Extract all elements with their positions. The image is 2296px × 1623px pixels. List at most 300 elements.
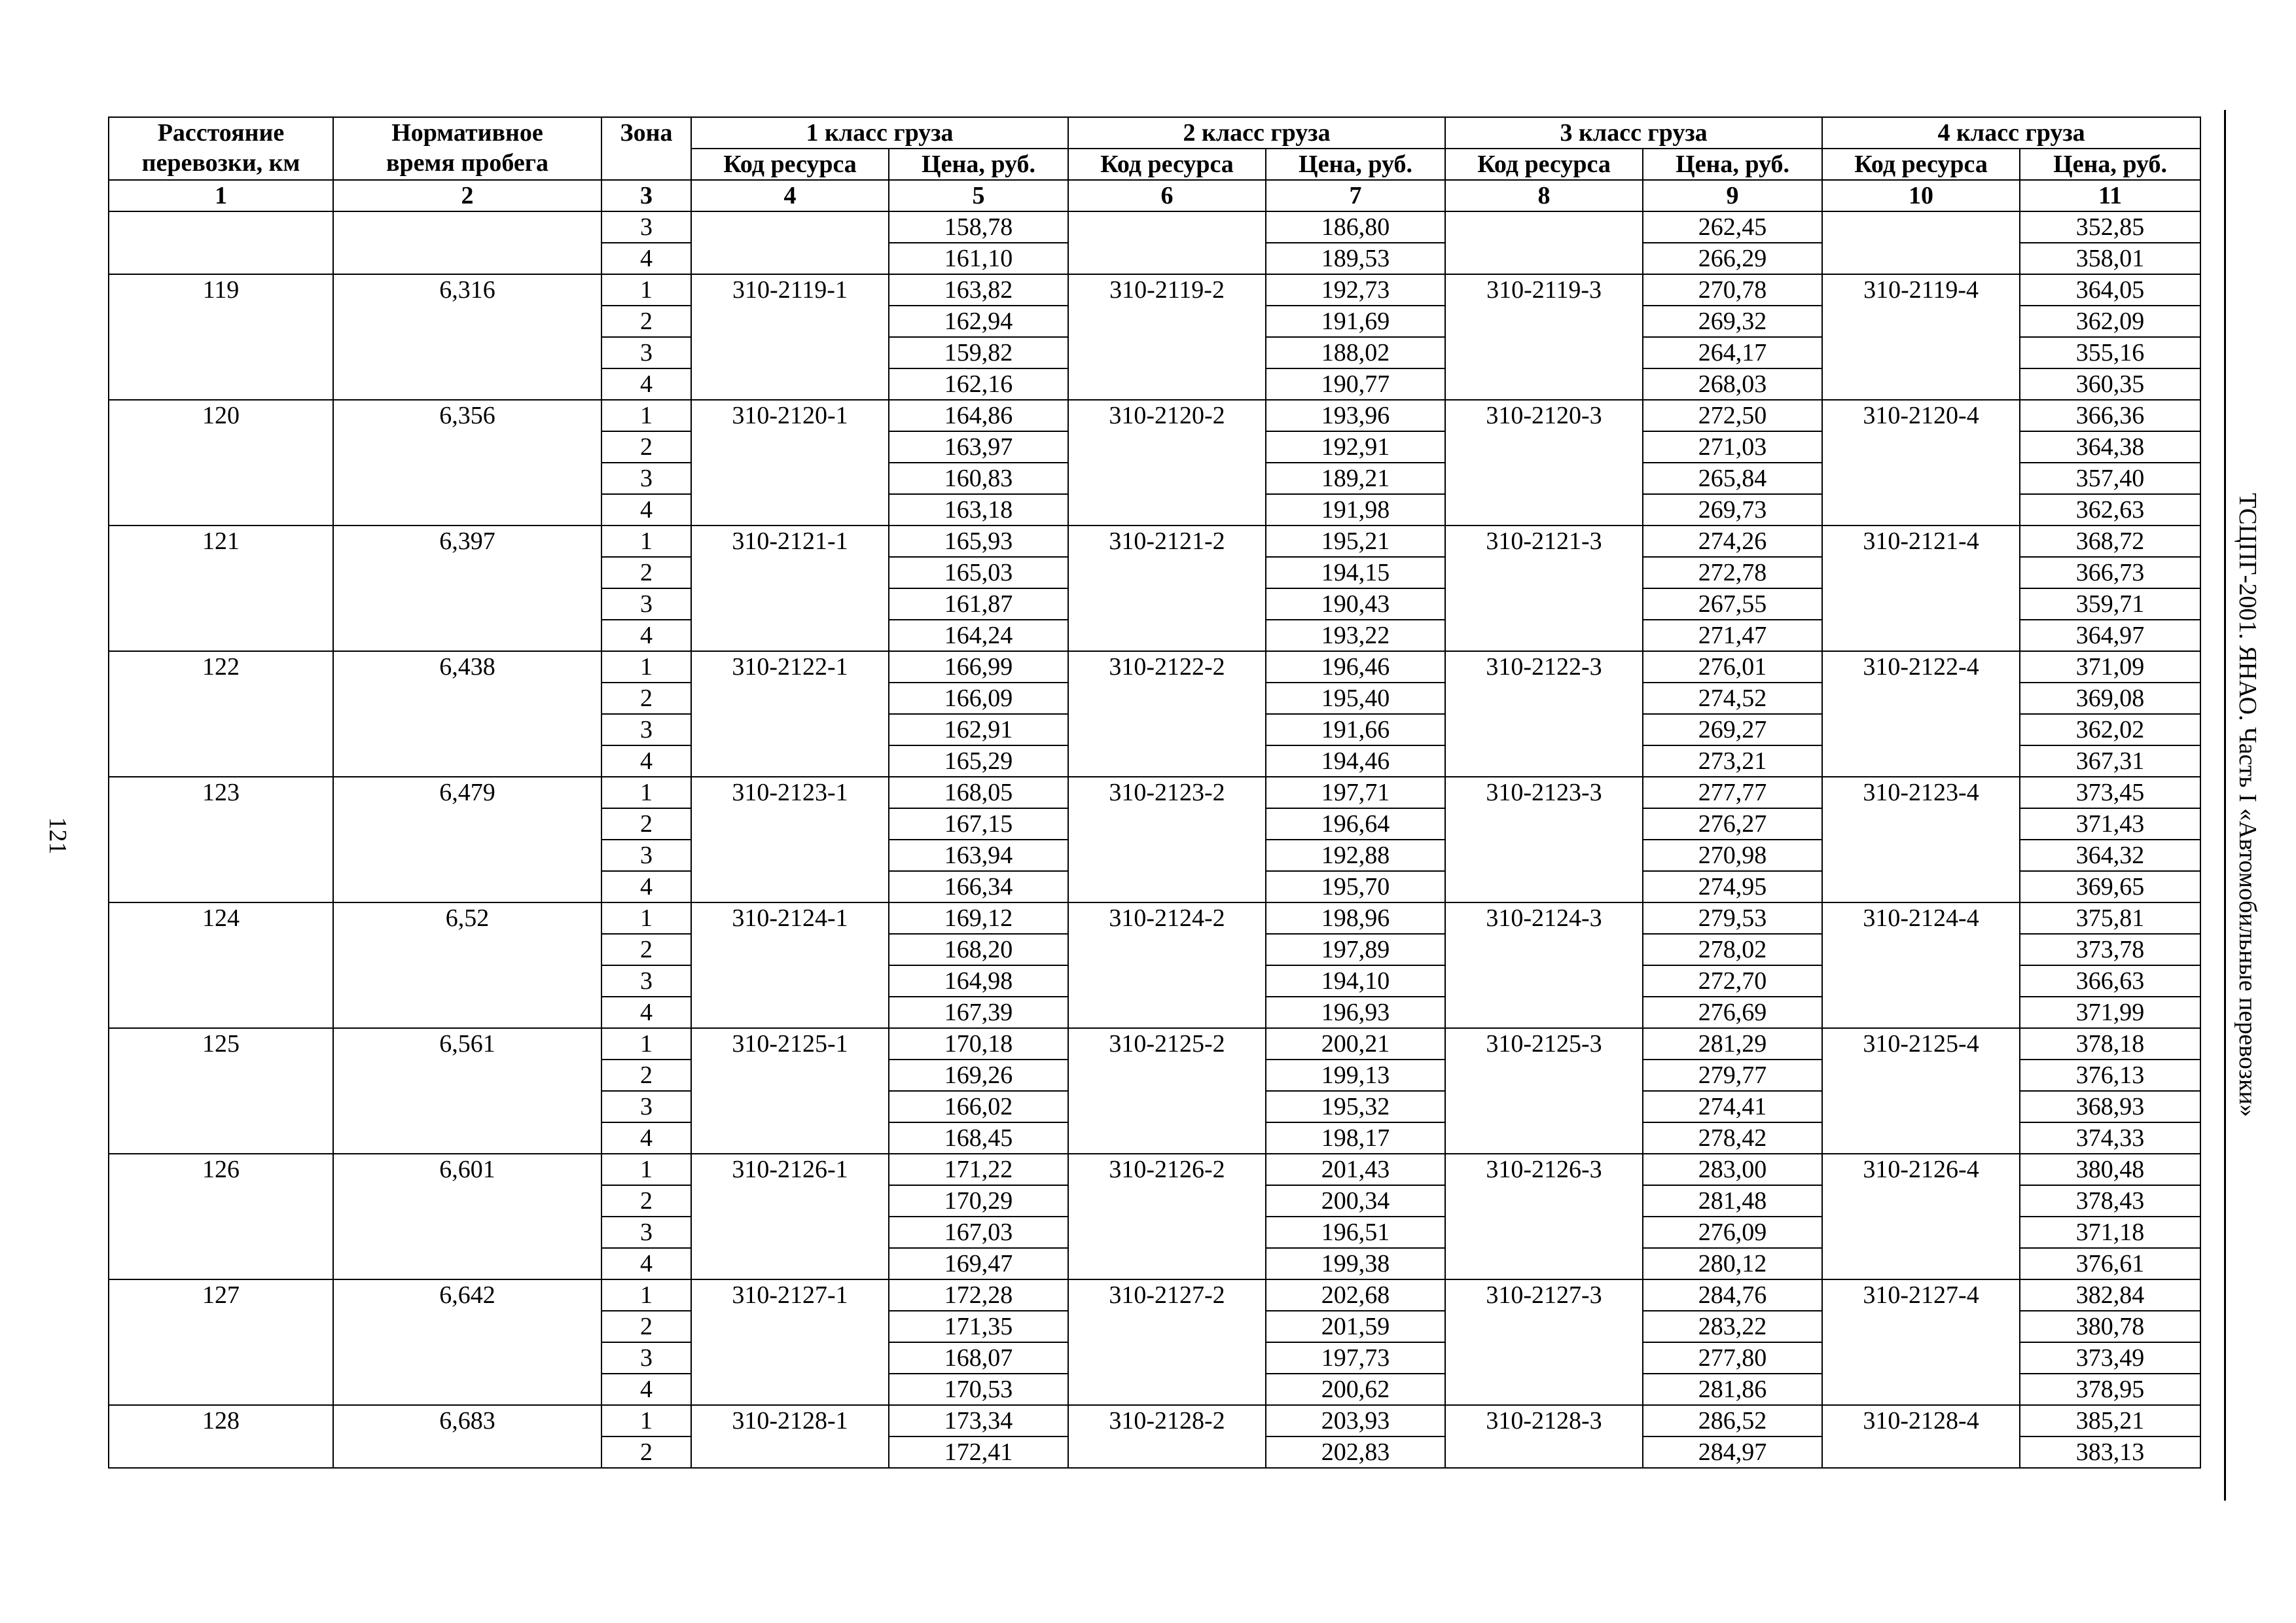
price-cell: 202,83 bbox=[1266, 1436, 1445, 1468]
time-cell bbox=[333, 588, 601, 620]
zone-cell: 1 bbox=[601, 1028, 691, 1060]
price-cell: 201,59 bbox=[1266, 1311, 1445, 1342]
table-row bbox=[109, 1311, 2200, 1342]
price-cell: 362,63 bbox=[2020, 494, 2200, 526]
resource-code-cell bbox=[1445, 840, 1643, 871]
table-row bbox=[109, 306, 2200, 337]
table-row bbox=[109, 431, 2200, 463]
time-cell bbox=[333, 463, 601, 494]
resource-code-cell bbox=[691, 808, 889, 840]
header-zone: Зона bbox=[601, 117, 691, 180]
price-cell: 165,93 bbox=[889, 526, 1068, 557]
resource-code-cell bbox=[1068, 934, 1266, 965]
header-distance-line1: Расстояние bbox=[157, 119, 285, 147]
price-cell: 158,78 bbox=[889, 211, 1068, 243]
resource-code-cell: 310-2119-1 bbox=[691, 274, 889, 306]
table-row bbox=[109, 808, 2200, 840]
resource-code-cell bbox=[1068, 808, 1266, 840]
resource-code-cell bbox=[1445, 211, 1643, 243]
resource-code-cell bbox=[1822, 745, 2020, 777]
resource-code-cell bbox=[1068, 1060, 1266, 1091]
time-cell: 6,52 bbox=[333, 902, 601, 934]
zone-cell: 3 bbox=[601, 588, 691, 620]
price-cell: 171,22 bbox=[889, 1154, 1068, 1185]
table-row bbox=[109, 243, 2200, 274]
time-cell bbox=[333, 337, 601, 368]
distance-cell: 123 bbox=[109, 777, 333, 808]
distance-cell bbox=[109, 306, 333, 337]
distance-cell bbox=[109, 431, 333, 463]
resource-code-cell bbox=[1822, 1248, 2020, 1279]
resource-code-cell bbox=[1445, 431, 1643, 463]
resource-code-cell bbox=[1822, 840, 2020, 871]
resource-code-cell: 310-2123-4 bbox=[1822, 777, 2020, 808]
resource-code-cell bbox=[691, 965, 889, 997]
resource-code-cell bbox=[1068, 714, 1266, 745]
resource-code-cell: 310-2128-2 bbox=[1068, 1405, 1266, 1436]
resource-code-cell bbox=[1068, 840, 1266, 871]
resource-code-cell bbox=[1068, 871, 1266, 902]
resource-code-cell bbox=[1068, 557, 1266, 588]
price-cell: 163,18 bbox=[889, 494, 1068, 526]
price-cell: 195,70 bbox=[1266, 871, 1445, 902]
header-code: Код ресурса bbox=[691, 149, 889, 180]
time-cell bbox=[333, 683, 601, 714]
resource-code-cell bbox=[1822, 1342, 2020, 1374]
resource-code-cell bbox=[691, 620, 889, 651]
distance-cell bbox=[109, 840, 333, 871]
table-row bbox=[109, 211, 2200, 243]
price-cell: 192,88 bbox=[1266, 840, 1445, 871]
resource-code-cell bbox=[1822, 620, 2020, 651]
distance-cell bbox=[109, 1185, 333, 1217]
zone-cell: 2 bbox=[601, 1436, 691, 1468]
price-cell: 202,68 bbox=[1266, 1279, 1445, 1311]
resource-code-cell bbox=[1445, 1060, 1643, 1091]
resource-code-cell bbox=[1068, 1185, 1266, 1217]
time-cell: 6,561 bbox=[333, 1028, 601, 1060]
header-time-line2: время пробега bbox=[386, 149, 549, 177]
price-cell: 267,55 bbox=[1643, 588, 1822, 620]
price-cell: 380,78 bbox=[2020, 1311, 2200, 1342]
distance-cell bbox=[109, 934, 333, 965]
price-cell: 362,02 bbox=[2020, 714, 2200, 745]
distance-cell bbox=[109, 871, 333, 902]
distance-cell: 127 bbox=[109, 1279, 333, 1311]
zone-cell: 4 bbox=[601, 243, 691, 274]
resource-code-cell: 310-2124-2 bbox=[1068, 902, 1266, 934]
resource-code-cell bbox=[1068, 1436, 1266, 1468]
time-cell: 6,479 bbox=[333, 777, 601, 808]
resource-code-cell bbox=[1445, 1091, 1643, 1122]
resource-code-cell bbox=[1445, 306, 1643, 337]
price-cell: 186,80 bbox=[1266, 211, 1445, 243]
price-cell: 199,13 bbox=[1266, 1060, 1445, 1091]
resource-code-cell bbox=[1822, 368, 2020, 400]
zone-cell: 1 bbox=[601, 526, 691, 557]
price-cell: 373,45 bbox=[2020, 777, 2200, 808]
resource-code-cell bbox=[1068, 463, 1266, 494]
price-cell: 166,34 bbox=[889, 871, 1068, 902]
resource-code-cell: 310-2119-3 bbox=[1445, 274, 1643, 306]
price-cell: 191,98 bbox=[1266, 494, 1445, 526]
resource-code-cell bbox=[1822, 306, 2020, 337]
price-cell: 366,36 bbox=[2020, 400, 2200, 431]
zone-cell: 1 bbox=[601, 1279, 691, 1311]
resource-code-cell: 310-2123-2 bbox=[1068, 777, 1266, 808]
price-cell: 262,45 bbox=[1643, 211, 1822, 243]
time-cell: 6,642 bbox=[333, 1279, 601, 1311]
table-row bbox=[109, 997, 2200, 1028]
resource-code-cell bbox=[691, 211, 889, 243]
price-cell: 163,97 bbox=[889, 431, 1068, 463]
price-cell: 376,13 bbox=[2020, 1060, 2200, 1091]
distance-cell: 120 bbox=[109, 400, 333, 431]
resource-code-cell bbox=[1822, 1185, 2020, 1217]
price-cell: 167,15 bbox=[889, 808, 1068, 840]
resource-code-cell bbox=[691, 934, 889, 965]
zone-cell: 2 bbox=[601, 557, 691, 588]
resource-code-cell bbox=[1822, 1436, 2020, 1468]
table-row bbox=[109, 745, 2200, 777]
header-distance bbox=[109, 117, 333, 180]
resource-code-cell bbox=[691, 337, 889, 368]
time-cell bbox=[333, 745, 601, 777]
resource-code-cell bbox=[1068, 1122, 1266, 1154]
price-cell: 369,08 bbox=[2020, 683, 2200, 714]
distance-cell: 124 bbox=[109, 902, 333, 934]
zone-cell: 3 bbox=[601, 1091, 691, 1122]
resource-code-cell: 310-2122-1 bbox=[691, 651, 889, 683]
price-cell: 277,77 bbox=[1643, 777, 1822, 808]
zone-cell: 1 bbox=[601, 651, 691, 683]
resource-code-cell bbox=[1068, 243, 1266, 274]
price-cell: 192,73 bbox=[1266, 274, 1445, 306]
resource-code-cell bbox=[1068, 1248, 1266, 1279]
resource-code-cell bbox=[1445, 1217, 1643, 1248]
time-cell bbox=[333, 934, 601, 965]
zone-cell: 1 bbox=[601, 1154, 691, 1185]
price-cell: 197,73 bbox=[1266, 1342, 1445, 1374]
price-cell: 196,64 bbox=[1266, 808, 1445, 840]
table-row bbox=[109, 494, 2200, 526]
time-cell bbox=[333, 1311, 601, 1342]
zone-cell: 3 bbox=[601, 840, 691, 871]
time-cell: 6,397 bbox=[333, 526, 601, 557]
resource-code-cell: 310-2126-2 bbox=[1068, 1154, 1266, 1185]
resource-code-cell bbox=[1822, 1374, 2020, 1405]
price-cell: 165,29 bbox=[889, 745, 1068, 777]
distance-cell bbox=[109, 588, 333, 620]
price-cell: 274,95 bbox=[1643, 871, 1822, 902]
zone-cell: 3 bbox=[601, 965, 691, 997]
resource-code-cell bbox=[1445, 1311, 1643, 1342]
table-row bbox=[109, 902, 2200, 934]
resource-code-cell bbox=[1068, 1091, 1266, 1122]
price-cell: 371,09 bbox=[2020, 651, 2200, 683]
price-cell: 190,77 bbox=[1266, 368, 1445, 400]
resource-code-cell bbox=[1445, 494, 1643, 526]
resource-code-cell bbox=[1445, 871, 1643, 902]
resource-code-cell bbox=[691, 243, 889, 274]
table-row bbox=[109, 714, 2200, 745]
distance-cell: 121 bbox=[109, 526, 333, 557]
resource-code-cell bbox=[691, 714, 889, 745]
header-time-line1: Нормативное bbox=[391, 119, 543, 147]
price-cell: 378,18 bbox=[2020, 1028, 2200, 1060]
table-row bbox=[109, 1342, 2200, 1374]
resource-code-cell: 310-2119-4 bbox=[1822, 274, 2020, 306]
column-number: 6 bbox=[1068, 180, 1266, 211]
time-cell bbox=[333, 620, 601, 651]
resource-code-cell: 310-2125-1 bbox=[691, 1028, 889, 1060]
resource-code-cell bbox=[1822, 337, 2020, 368]
price-cell: 170,53 bbox=[889, 1374, 1068, 1405]
time-cell bbox=[333, 368, 601, 400]
resource-code-cell bbox=[691, 431, 889, 463]
price-cell: 357,40 bbox=[2020, 463, 2200, 494]
resource-code-cell: 310-2122-3 bbox=[1445, 651, 1643, 683]
table-row bbox=[109, 463, 2200, 494]
price-cell: 195,32 bbox=[1266, 1091, 1445, 1122]
time-cell: 6,356 bbox=[333, 400, 601, 431]
resource-code-cell: 310-2125-4 bbox=[1822, 1028, 2020, 1060]
resource-code-cell bbox=[1822, 934, 2020, 965]
distance-cell bbox=[109, 1122, 333, 1154]
price-cell: 171,35 bbox=[889, 1311, 1068, 1342]
price-cell: 166,02 bbox=[889, 1091, 1068, 1122]
resource-code-cell bbox=[1068, 965, 1266, 997]
price-cell: 195,40 bbox=[1266, 683, 1445, 714]
time-cell bbox=[333, 1091, 601, 1122]
resource-code-cell: 310-2128-3 bbox=[1445, 1405, 1643, 1436]
table-row bbox=[109, 368, 2200, 400]
zone-cell: 4 bbox=[601, 745, 691, 777]
resource-code-cell: 310-2120-1 bbox=[691, 400, 889, 431]
price-cell: 168,05 bbox=[889, 777, 1068, 808]
price-cell: 272,50 bbox=[1643, 400, 1822, 431]
table-row bbox=[109, 651, 2200, 683]
price-cell: 279,53 bbox=[1643, 902, 1822, 934]
resource-code-cell bbox=[1445, 965, 1643, 997]
price-cell: 168,07 bbox=[889, 1342, 1068, 1374]
resource-code-cell bbox=[691, 1122, 889, 1154]
resource-code-cell bbox=[1822, 243, 2020, 274]
price-cell: 165,03 bbox=[889, 557, 1068, 588]
time-cell bbox=[333, 557, 601, 588]
price-cell: 170,18 bbox=[889, 1028, 1068, 1060]
price-cell: 164,86 bbox=[889, 400, 1068, 431]
table-row bbox=[109, 871, 2200, 902]
price-cell: 355,16 bbox=[2020, 337, 2200, 368]
price-cell: 203,93 bbox=[1266, 1405, 1445, 1436]
price-cell: 172,28 bbox=[889, 1279, 1068, 1311]
price-cell: 270,78 bbox=[1643, 274, 1822, 306]
table-row bbox=[109, 1154, 2200, 1185]
resource-code-cell bbox=[1445, 1185, 1643, 1217]
distance-cell bbox=[109, 463, 333, 494]
column-number: 3 bbox=[601, 180, 691, 211]
header-distance-line2: перевозки, км bbox=[141, 149, 300, 177]
price-cell: 359,71 bbox=[2020, 588, 2200, 620]
resource-code-cell bbox=[1068, 1342, 1266, 1374]
price-cell: 191,69 bbox=[1266, 306, 1445, 337]
time-cell bbox=[333, 808, 601, 840]
zone-cell: 3 bbox=[601, 337, 691, 368]
table-row bbox=[109, 1374, 2200, 1405]
table-row bbox=[109, 1185, 2200, 1217]
price-cell: 279,77 bbox=[1643, 1060, 1822, 1091]
resource-code-cell bbox=[691, 1342, 889, 1374]
time-cell bbox=[333, 1374, 601, 1405]
price-cell: 161,87 bbox=[889, 588, 1068, 620]
price-cell: 270,98 bbox=[1643, 840, 1822, 871]
zone-cell: 2 bbox=[601, 1185, 691, 1217]
table-row bbox=[109, 934, 2200, 965]
time-cell bbox=[333, 1217, 601, 1248]
price-cell: 277,80 bbox=[1643, 1342, 1822, 1374]
resource-code-cell bbox=[1445, 337, 1643, 368]
price-cell: 168,20 bbox=[889, 934, 1068, 965]
resource-code-cell bbox=[1822, 494, 2020, 526]
resource-code-cell bbox=[1068, 683, 1266, 714]
resource-code-cell bbox=[1068, 494, 1266, 526]
resource-code-cell: 310-2121-2 bbox=[1068, 526, 1266, 557]
price-cell: 374,33 bbox=[2020, 1122, 2200, 1154]
column-number: 1 bbox=[109, 180, 333, 211]
price-cell: 188,02 bbox=[1266, 337, 1445, 368]
resource-code-cell bbox=[1822, 683, 2020, 714]
column-number: 4 bbox=[691, 180, 889, 211]
header-price: Цена, руб. bbox=[2020, 149, 2200, 180]
resource-code-cell bbox=[1068, 1311, 1266, 1342]
resource-code-cell bbox=[1822, 997, 2020, 1028]
price-cell: 169,26 bbox=[889, 1060, 1068, 1091]
resource-code-cell bbox=[1822, 965, 2020, 997]
time-cell bbox=[333, 1342, 601, 1374]
price-cell: 364,32 bbox=[2020, 840, 2200, 871]
resource-code-cell bbox=[1822, 211, 2020, 243]
distance-cell bbox=[109, 1248, 333, 1279]
resource-code-cell bbox=[1445, 368, 1643, 400]
resource-code-cell: 310-2120-3 bbox=[1445, 400, 1643, 431]
price-cell: 173,34 bbox=[889, 1405, 1068, 1436]
price-cell: 276,27 bbox=[1643, 808, 1822, 840]
distance-cell bbox=[109, 243, 333, 274]
price-cell: 200,62 bbox=[1266, 1374, 1445, 1405]
resource-code-cell bbox=[691, 368, 889, 400]
header-class-3: 3 класс груза bbox=[1445, 117, 1822, 149]
side-rule bbox=[2224, 110, 2226, 1501]
time-cell: 6,683 bbox=[333, 1405, 601, 1436]
table-row bbox=[109, 1279, 2200, 1311]
price-cell: 199,38 bbox=[1266, 1248, 1445, 1279]
price-cell: 198,96 bbox=[1266, 902, 1445, 934]
table-row bbox=[109, 400, 2200, 431]
resource-code-cell bbox=[1445, 714, 1643, 745]
price-cell: 162,16 bbox=[889, 368, 1068, 400]
distance-cell bbox=[109, 211, 333, 243]
resource-code-cell bbox=[1068, 431, 1266, 463]
distance-cell bbox=[109, 997, 333, 1028]
header-price: Цена, руб. bbox=[889, 149, 1068, 180]
table-row bbox=[109, 1436, 2200, 1468]
distance-cell bbox=[109, 714, 333, 745]
time-cell bbox=[333, 211, 601, 243]
resource-code-cell bbox=[691, 997, 889, 1028]
side-title: ТСЦПГ-2001. ЯНАО. Часть I «Автомобильные перевозки» bbox=[2234, 493, 2261, 1117]
resource-code-cell bbox=[1068, 337, 1266, 368]
price-cell: 352,85 bbox=[2020, 211, 2200, 243]
price-cell: 264,17 bbox=[1643, 337, 1822, 368]
resource-code-cell bbox=[691, 463, 889, 494]
price-cell: 281,48 bbox=[1643, 1185, 1822, 1217]
resource-code-cell bbox=[1822, 714, 2020, 745]
price-cell: 272,78 bbox=[1643, 557, 1822, 588]
zone-cell: 3 bbox=[601, 714, 691, 745]
resource-code-cell: 310-2122-2 bbox=[1068, 651, 1266, 683]
price-cell: 284,97 bbox=[1643, 1436, 1822, 1468]
time-cell bbox=[333, 965, 601, 997]
resource-code-cell: 310-2120-4 bbox=[1822, 400, 2020, 431]
zone-cell: 1 bbox=[601, 777, 691, 808]
price-cell: 366,63 bbox=[2020, 965, 2200, 997]
price-cell: 278,42 bbox=[1643, 1122, 1822, 1154]
price-cell: 367,31 bbox=[2020, 745, 2200, 777]
time-cell bbox=[333, 1122, 601, 1154]
distance-cell: 125 bbox=[109, 1028, 333, 1060]
resource-code-cell bbox=[691, 1311, 889, 1342]
resource-code-cell: 310-2128-4 bbox=[1822, 1405, 2020, 1436]
resource-code-cell bbox=[1822, 1091, 2020, 1122]
resource-code-cell bbox=[1445, 588, 1643, 620]
resource-code-cell: 310-2121-3 bbox=[1445, 526, 1643, 557]
price-cell: 284,76 bbox=[1643, 1279, 1822, 1311]
price-cell: 371,99 bbox=[2020, 997, 2200, 1028]
price-cell: 364,97 bbox=[2020, 620, 2200, 651]
table-row bbox=[109, 683, 2200, 714]
resource-code-cell bbox=[691, 840, 889, 871]
price-cell: 373,78 bbox=[2020, 934, 2200, 965]
resource-code-cell bbox=[1445, 463, 1643, 494]
resource-code-cell bbox=[691, 1060, 889, 1091]
time-cell bbox=[333, 997, 601, 1028]
column-number: 9 bbox=[1643, 180, 1822, 211]
table-row bbox=[109, 274, 2200, 306]
price-cell: 273,21 bbox=[1643, 745, 1822, 777]
table-row bbox=[109, 337, 2200, 368]
resource-code-cell bbox=[1822, 588, 2020, 620]
table-row bbox=[109, 1091, 2200, 1122]
resource-code-cell: 310-2125-2 bbox=[1068, 1028, 1266, 1060]
distance-cell bbox=[109, 620, 333, 651]
price-cell: 192,91 bbox=[1266, 431, 1445, 463]
resource-code-cell: 310-2124-1 bbox=[691, 902, 889, 934]
price-cell: 380,48 bbox=[2020, 1154, 2200, 1185]
price-cell: 200,21 bbox=[1266, 1028, 1445, 1060]
column-number: 5 bbox=[889, 180, 1068, 211]
table-row bbox=[109, 1248, 2200, 1279]
resource-code-cell bbox=[1822, 431, 2020, 463]
resource-code-cell bbox=[1068, 588, 1266, 620]
price-cell: 170,29 bbox=[889, 1185, 1068, 1217]
price-cell: 378,43 bbox=[2020, 1185, 2200, 1217]
time-cell: 6,438 bbox=[333, 651, 601, 683]
zone-cell: 1 bbox=[601, 902, 691, 934]
resource-code-cell: 310-2126-4 bbox=[1822, 1154, 2020, 1185]
resource-code-cell bbox=[691, 557, 889, 588]
time-cell bbox=[333, 431, 601, 463]
